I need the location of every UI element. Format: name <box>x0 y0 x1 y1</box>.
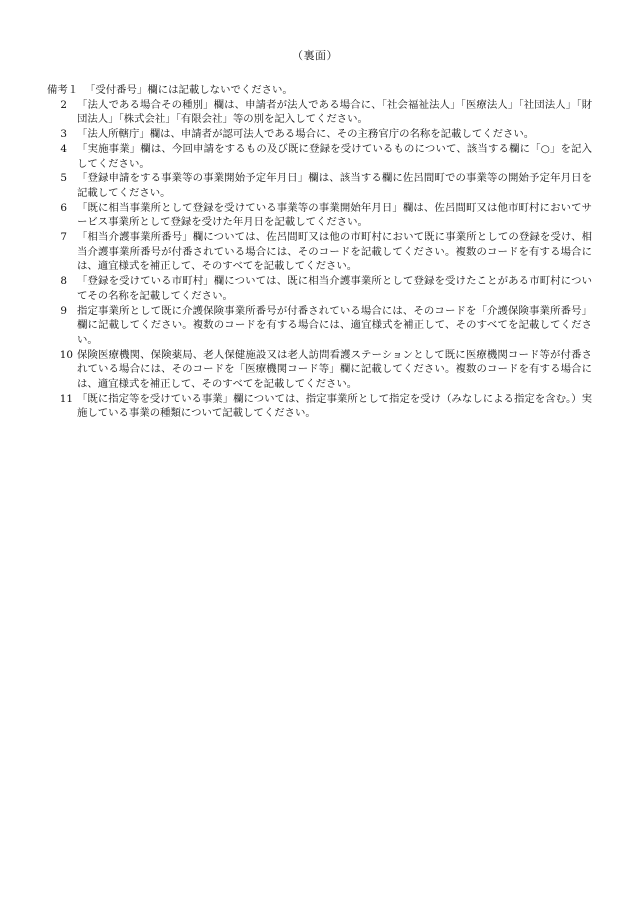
note-item <box>47 83 592 98</box>
note-number: 5 <box>60 172 67 185</box>
note-number: 備考１ <box>47 84 79 96</box>
note-item <box>47 230 592 274</box>
note-item <box>47 348 592 392</box>
note-text: 保険医療機関、保険薬局、老人保健施設又は老人訪問看護ステーションとして既に医療機関コード等が付番されている場合には、そのコードを「医療機関コード等」欄に記載してください。複数のコードを有する場合には、適宜様式を補正して、そのすべてを記載してください。 <box>77 348 592 391</box>
note-item <box>47 274 592 303</box>
note-number: 3 <box>60 128 67 141</box>
note-text: 「受付番号」欄には記載しないでください。 <box>85 84 293 96</box>
note-number: 8 <box>60 275 67 288</box>
note-text: 「実施事業」欄は、今回申請をするもの及び既に登録を受けているものについて、該当する欄に「○」を記入してください。 <box>77 142 592 170</box>
notes-list <box>47 83 592 421</box>
note-number: 9 <box>60 304 67 317</box>
note-number: 10 <box>59 348 73 361</box>
note-text: 「登録を受けている市町村」欄については、既に相当介護事業所として登録を受けたことがある市町村についてその名称を記載してください。 <box>77 275 592 302</box>
note-text: 「相当介護事業所番号」欄については、佐呂間町又は他の市町村において既に事業所としての登録を受け、相当介護事業所番号が付番されている場合には、そのコードを記載してください。複数のコードを有する場合には、適宜様式を補正して、そのすべてを記載してください。 <box>77 231 592 273</box>
note-item <box>47 98 592 127</box>
note-text: 指定事業所として既に介護保険事業所番号が付番されている場合には、そのコードを「介護保険事業所番号」欄に記載してください。複数のコードを有する場合には、適宜様式を補正して、そのすべてを記載してください。 <box>77 304 592 346</box>
note-item <box>47 171 592 200</box>
note-item <box>47 201 592 230</box>
note-text: 「登録申請をする事業等の事業開始予定年月日」欄は、該当する欄に佐呂間町での事業等の開始予定年月日を記載してください。 <box>77 172 592 199</box>
note-number: 4 <box>60 142 67 155</box>
note-text: 「法人所轄庁」欄は、申請者が認可法人である場合に、その主務官庁の名称を記載してください。 <box>77 128 535 141</box>
note-item <box>47 304 592 348</box>
note-text: 「法人である場合その種別」欄は、申請者が法人である場合に、「社会福祉法人」「医療法人」「社団法人」「財団法人」「株式会社」「有限会社」等の別を記入してください。 <box>77 98 592 126</box>
note-number: 7 <box>60 231 67 244</box>
note-number: 6 <box>60 201 67 214</box>
note-item <box>47 142 592 171</box>
note-item <box>47 392 592 421</box>
note-number: 11 <box>59 392 73 405</box>
note-text: 「既に相当事業所として登録を受けている事業等の事業開始年月日」欄は、佐呂間町又は他市町村においてサービス事業所として登録を受けた年月日を記載してください。 <box>77 201 592 229</box>
page-title: （裏面） <box>292 49 338 62</box>
note-item <box>47 127 592 142</box>
note-text: 「既に指定等を受けている事業」欄については、指定事業所として指定を受け（みなしによる指定を含む。）実施している事業の種類について記載してください。 <box>77 392 592 420</box>
note-number: 2 <box>60 98 67 111</box>
